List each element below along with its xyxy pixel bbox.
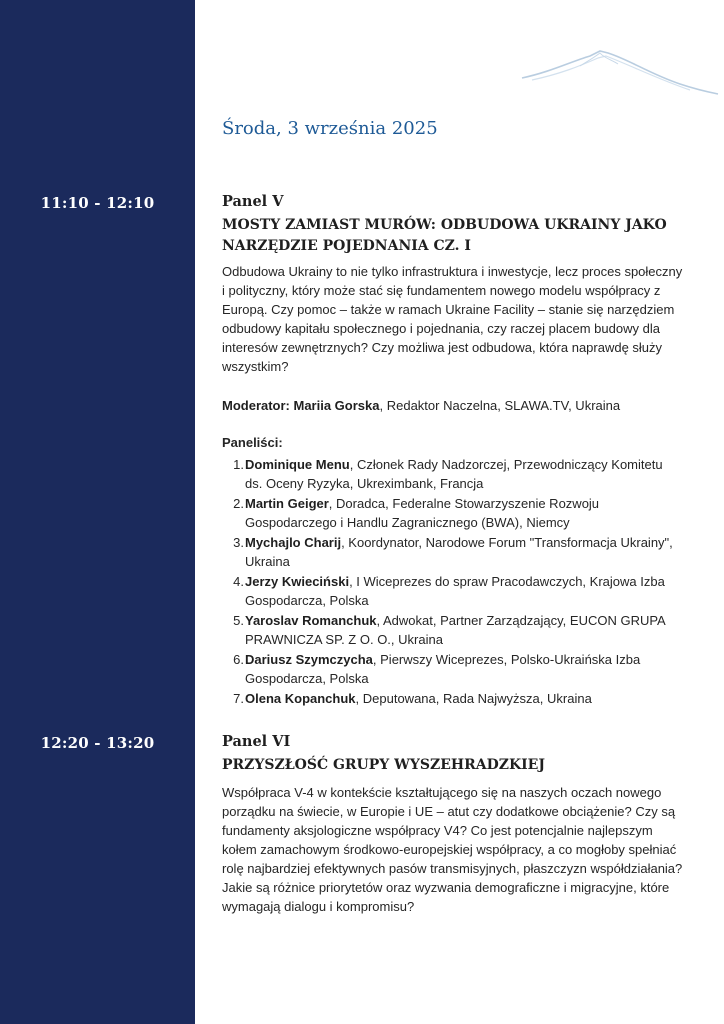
panel-title <box>222 755 692 776</box>
moderator <box>222 396 692 415</box>
panelist-name: Olena Kopanchuk <box>245 691 356 706</box>
panel-title-line: NARZĘDZIE POJEDNANIA CZ. I <box>222 238 471 254</box>
panelist-role: , Adwokat, Partner Zarządzający, EUCON GRUPA PRAWNICZA SP. Z O. O., Ukraina <box>245 613 666 647</box>
list-item <box>222 612 682 649</box>
panelist-role: , Doradca, Federalne Stowarzyszenie Rozwoju Gospodarczego i Handlu Zagranicznego (BWA), Niemcy <box>245 496 600 530</box>
panelist-name: Jerzy Kwieciński <box>245 574 350 589</box>
panelist-name: Yaroslav Romanchuk <box>245 613 377 628</box>
panelist-role: , Koordynator, Narodowe Forum "Transformacja Ukrainy", Ukraina <box>245 535 673 569</box>
sidebar-band <box>0 0 195 1024</box>
list-item <box>222 651 682 688</box>
panel-label: Panel VI <box>222 733 291 750</box>
panel-description: Współpraca V-4 w kontekście kształtującego się na naszych oczach nowego porządku na świecie, w Europie i UE – atut czy dodatkowe obciążenie? Czy są fundamenty aksjologiczne współpracy V4? Co jest potencjalnie najlepszym kołem zamachowym środkowo-europejskiej współpracy, a co mogłoby spełniać rolę najbardziej efektywnych pasów transmisyjnych, płaszczyzn współdziałania? Jakie są różnice priorytetów oraz wyzwania demograficzne i migracyjne, które wymagają dialogu i kompromisu? <box>222 785 683 914</box>
panel-title <box>222 215 692 257</box>
panelist-name: Martin Geiger <box>245 496 329 511</box>
list-number: 3. <box>233 535 244 550</box>
panel-label: Panel V <box>222 193 284 210</box>
panelist-role: , I Wiceprezes do spraw Pracodawczych, Krajowa Izba Gospodarcza, Polska <box>245 574 665 608</box>
moderator-role: , Redaktor Naczelna, SLAWA.TV, Ukraina <box>379 398 621 413</box>
moderator-name: Mariia Gorska <box>293 398 380 413</box>
panelists-list <box>222 456 682 711</box>
mountain-outline-icon <box>520 40 720 100</box>
page-date: Środa, 3 września 2025 <box>222 118 438 139</box>
list-item <box>222 573 682 610</box>
panel-title-line: MOSTY ZAMIAST MURÓW: ODBUDOWA UKRAINY JAKO <box>222 217 667 233</box>
list-item <box>222 495 682 532</box>
panelist-role: , Członek Rady Nadzorczej, Przewodniczący Komitetu ds. Oceny Ryzyka, Ukreximbank, Francja <box>245 457 663 491</box>
list-number: 7. <box>233 691 244 706</box>
panel-description: Odbudowa Ukrainy to nie tylko infrastruktura i inwestycje, lecz proces społeczny i polityczny, który może stać się fundamentem nowego modelu współpracy z Europą. Czy pomoc – także w ramach Ukraine Facility – stanie się narzędziem odbudowy kapitału społecznego i pojednania, czy raczej placem budowy dla interesów zewnętrznych? Czy możliwa jest odbudowa, która naprawdę służy wszystkim? <box>222 264 683 374</box>
panelists-label: Paneliści: <box>222 435 283 450</box>
list-number: 5. <box>233 613 244 628</box>
list-number: 6. <box>233 652 244 667</box>
panel-time: 11:10 - 12:10 <box>40 194 155 212</box>
list-item <box>222 456 682 493</box>
moderator-label: Moderator: <box>222 398 294 413</box>
panelist-name: Dariusz Szymczycha <box>245 652 373 667</box>
panelist-role: , Pierwszy Wiceprezes, Polsko-Ukraińska Izba Gospodarcza, Polska <box>245 652 641 686</box>
list-number: 4. <box>233 574 244 589</box>
list-item <box>222 534 682 571</box>
panelist-role: , Deputowana, Rada Najwyższa, Ukraina <box>355 691 592 706</box>
panelist-name: Mychajlo Charij <box>245 535 342 550</box>
panel-title-line: PRZYSZŁOŚĆ GRUPY WYSZEHRADZKIEJ <box>222 757 545 773</box>
list-item <box>222 690 682 709</box>
list-number: 2. <box>233 496 244 511</box>
panel-time: 12:20 - 13:20 <box>40 734 155 752</box>
panelist-name: Dominique Menu <box>245 457 350 472</box>
list-number: 1. <box>233 457 244 472</box>
